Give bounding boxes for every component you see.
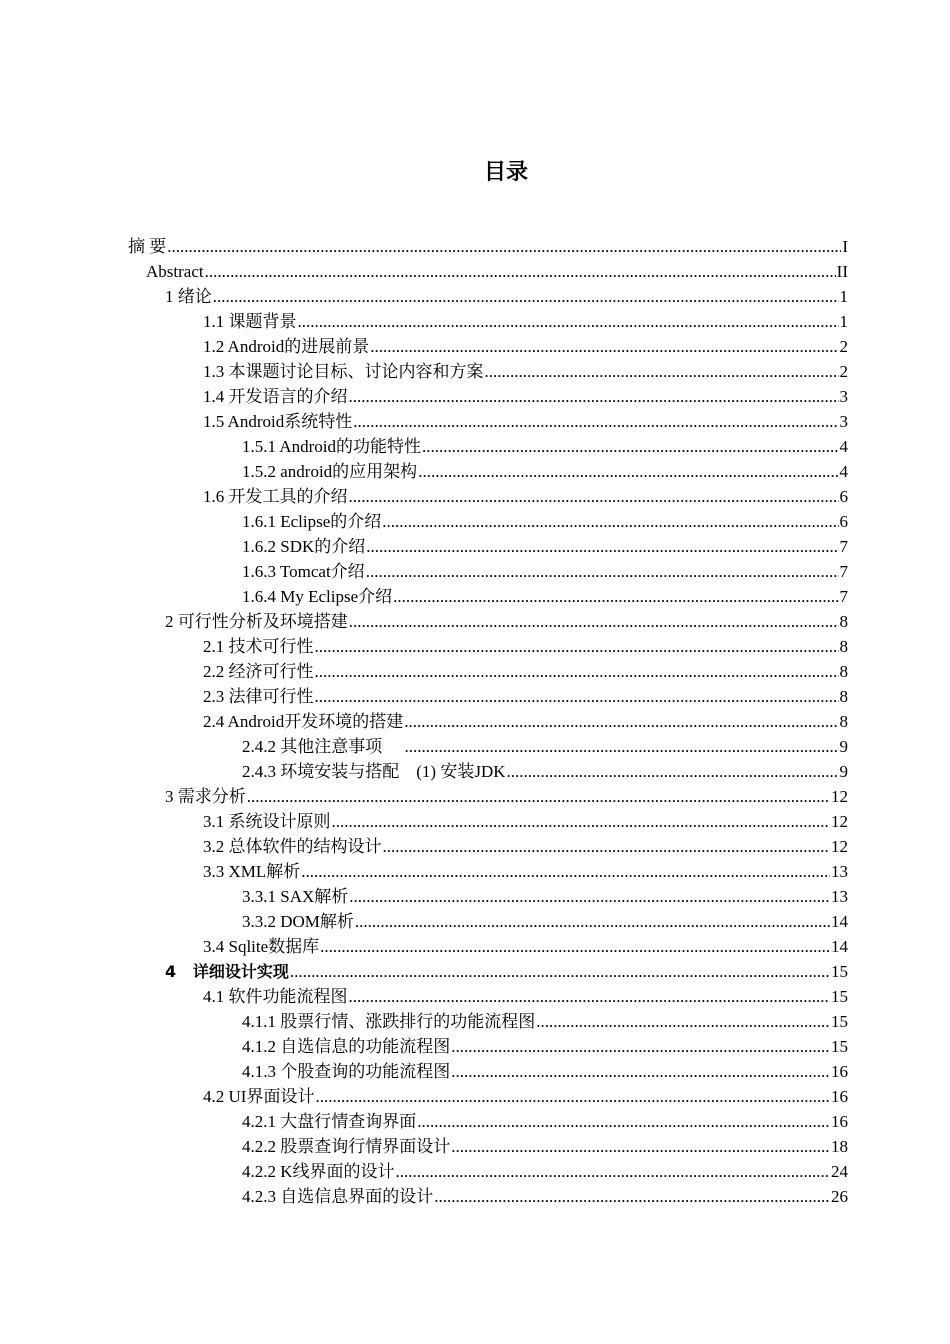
toc-entry[interactable] — [242, 1009, 848, 1034]
toc-page-number: 3 — [839, 387, 848, 406]
page-title: 目录 — [483, 160, 528, 185]
toc-leader-dots — [167, 234, 841, 259]
toc-leader-dots — [315, 1084, 830, 1109]
toc-leader-dots — [451, 1059, 830, 1084]
toc-entry-label: 4.1.2 自选信息的功能流程图 — [242, 1037, 451, 1056]
toc-entry-label: 4.1.1 股票行情、涨跌排行的功能流程图 — [242, 1012, 536, 1031]
toc-entry[interactable] — [242, 1184, 848, 1209]
toc-leader-dots — [366, 559, 839, 584]
toc-entry[interactable] — [165, 609, 848, 634]
toc-entry-label: 1.5.1 Android的功能特性 — [242, 437, 421, 456]
toc-entry-label: 3.4 Sqlite数据库 — [203, 937, 320, 956]
toc-page-number: 1 — [839, 287, 848, 306]
toc-entry-label: 1.6.3 Tomcat介绍 — [242, 562, 365, 581]
toc-entry-label: 4 详细设计实现 — [165, 962, 289, 981]
toc-entry[interactable] — [203, 409, 848, 434]
toc-entry[interactable] — [203, 484, 848, 509]
toc-leader-dots — [315, 684, 839, 709]
toc-entry[interactable] — [203, 984, 848, 1009]
toc-entry-label: 4.2.2 K线界面的设计 — [242, 1162, 395, 1181]
toc-entry[interactable] — [203, 684, 848, 709]
toc-entry[interactable] — [203, 659, 848, 684]
toc-page-number: 24 — [831, 1162, 848, 1181]
toc-page-number: 12 — [831, 837, 848, 856]
toc-entry[interactable] — [242, 884, 848, 909]
toc-leader-dots — [298, 309, 839, 334]
toc-page-number: 7 — [839, 537, 848, 556]
toc-entry[interactable] — [203, 359, 848, 384]
toc-entry[interactable] — [242, 1059, 848, 1084]
toc-page-number: 13 — [831, 862, 848, 881]
toc-entry[interactable] — [203, 809, 848, 834]
toc-page-number: 26 — [831, 1187, 848, 1206]
toc-leader-dots — [451, 1134, 830, 1159]
toc-entry[interactable] — [203, 384, 848, 409]
toc-page-number: 8 — [839, 637, 848, 656]
toc-entry-label: 2.4.3 环境安装与搭配 (1) 安装JDK — [242, 762, 506, 781]
toc-page-number: I — [842, 237, 848, 256]
toc-leader-dots — [418, 459, 838, 484]
toc-entry-label: 2.3 法律可行性 — [203, 687, 314, 706]
toc-page-number: 18 — [831, 1137, 848, 1156]
toc-leader-dots — [536, 1009, 830, 1034]
toc-entry[interactable] — [242, 534, 848, 559]
toc-page-number: 15 — [831, 962, 848, 981]
toc-page-number: II — [836, 262, 848, 281]
toc-leader-dots — [382, 509, 838, 534]
toc-leader-dots — [349, 484, 839, 509]
toc-page-number: 16 — [831, 1087, 848, 1106]
toc-entry-label: 1.5.2 android的应用架构 — [242, 462, 418, 481]
toc-leader-dots — [213, 284, 839, 309]
toc-page-number: 15 — [831, 1012, 848, 1031]
toc-entry-label: 3.3.2 DOM解析 — [242, 912, 354, 931]
toc-entry[interactable] — [242, 459, 848, 484]
toc-leader-dots — [301, 859, 830, 884]
toc-entry-label: 3.3.1 SAX解析 — [242, 887, 349, 906]
toc-leader-dots — [422, 434, 839, 459]
toc-entry[interactable] — [165, 784, 848, 809]
toc-leader-dots — [485, 359, 839, 384]
toc-entry[interactable] — [203, 1084, 848, 1109]
toc-leader-dots — [355, 909, 830, 934]
toc-entry-label: Abstract — [146, 262, 204, 281]
toc-entry-label: 1.6.2 SDK的介绍 — [242, 537, 366, 556]
toc-leader-dots — [315, 659, 839, 684]
toc-leader-dots — [370, 334, 838, 359]
toc-page-number: 7 — [839, 587, 848, 606]
toc-entry-label: 4.2.2 股票查询行情界面设计 — [242, 1137, 451, 1156]
toc-page-number: 8 — [839, 612, 848, 631]
toc-entry[interactable] — [242, 509, 848, 534]
toc-entry-label: 1.6.1 Eclipse的介绍 — [242, 512, 382, 531]
toc-leader-dots — [349, 609, 839, 634]
toc-entry-label: 2.2 经济可行性 — [203, 662, 314, 681]
toc-leader-dots — [417, 1109, 830, 1134]
toc-entry-label: 4.1.3 个股查询的功能流程图 — [242, 1062, 451, 1081]
toc-leader-dots — [290, 959, 830, 984]
toc-entry[interactable] — [165, 284, 848, 309]
toc-entry-label: 1.5 Android系统特性 — [203, 412, 353, 431]
toc-entry-label: 3.1 系统设计原则 — [203, 812, 331, 831]
toc-entry-label: 4.2 UI界面设计 — [203, 1087, 315, 1106]
toc-entry[interactable] — [242, 1034, 848, 1059]
toc-entry-label: 1.3 本课题讨论目标、讨论内容和方案 — [203, 362, 484, 381]
toc-page-number: 6 — [839, 512, 848, 531]
toc-leader-dots — [451, 1034, 830, 1059]
toc-page-number: 8 — [839, 712, 848, 731]
toc-page-number: 14 — [831, 912, 848, 931]
toc-entry-label: 3 需求分析 — [165, 787, 246, 806]
toc-entry[interactable] — [203, 709, 848, 734]
toc-entry[interactable] — [242, 1159, 848, 1184]
toc-page-number: 9 — [839, 762, 848, 781]
toc-leader-dots — [393, 584, 838, 609]
toc-entry[interactable] — [203, 834, 848, 859]
toc-entry-label: 1.1 课题背景 — [203, 312, 297, 331]
toc-entry-label: 2.4.2 其他注意事项 — [242, 737, 404, 756]
toc-entry[interactable] — [128, 234, 848, 259]
toc-entry-label: 4.2.3 自选信息界面的设计 — [242, 1187, 434, 1206]
toc-entry[interactable] — [203, 334, 848, 359]
toc-entry[interactable] — [242, 434, 848, 459]
toc-entry[interactable] — [165, 959, 848, 984]
toc-entry[interactable] — [242, 559, 848, 584]
toc-entry-label: 4.1 软件功能流程图 — [203, 987, 348, 1006]
toc-entry-label: 1.2 Android的进展前景 — [203, 337, 370, 356]
toc-entry[interactable] — [242, 1134, 848, 1159]
toc-entry[interactable] — [146, 259, 848, 284]
toc-entry[interactable] — [242, 584, 848, 609]
toc-page-number: 16 — [831, 1062, 848, 1081]
toc-entry-label: 2.1 技术可行性 — [203, 637, 314, 656]
toc-leader-dots — [434, 1184, 830, 1209]
toc-entry[interactable] — [242, 1109, 848, 1134]
toc-page-number: 1 — [839, 312, 848, 331]
toc-entry[interactable] — [242, 909, 848, 934]
toc-leader-dots — [205, 259, 836, 284]
toc-leader-dots — [349, 384, 839, 409]
toc-entry-label: 2.4 Android开发环境的搭建 — [203, 712, 404, 731]
toc-page-number: 12 — [831, 787, 848, 806]
toc-entry[interactable] — [203, 309, 848, 334]
toc-leader-dots — [383, 834, 831, 859]
toc-entry[interactable] — [203, 634, 848, 659]
toc-leader-dots — [349, 884, 830, 909]
toc-page-number: 9 — [839, 737, 848, 756]
toc-entry-label: 1.4 开发语言的介绍 — [203, 387, 348, 406]
toc-leader-dots — [315, 634, 839, 659]
toc-entry-label: 1 绪论 — [165, 287, 212, 306]
toc-entry-label: 摘 要 — [128, 237, 167, 256]
toc-page-number: 4 — [839, 462, 848, 481]
toc-leader-dots — [247, 784, 830, 809]
toc-entry-label: 1.6 开发工具的介绍 — [203, 487, 348, 506]
toc-entry-label: 2 可行性分析及环境搭建 — [165, 612, 348, 631]
toc-entry-label: 4.2.1 大盘行情查询界面 — [242, 1112, 417, 1131]
toc-entry[interactable] — [203, 859, 848, 884]
toc-page-number: 15 — [831, 987, 848, 1006]
toc-page-number: 12 — [831, 812, 848, 831]
toc-entry-label: 3.2 总体软件的结构设计 — [203, 837, 382, 856]
toc-leader-dots — [404, 709, 838, 734]
toc-leader-dots — [353, 409, 838, 434]
toc-page-number: 15 — [831, 1037, 848, 1056]
toc-page-number: 3 — [839, 412, 848, 431]
toc-page-number: 8 — [839, 662, 848, 681]
toc-page-number: 16 — [831, 1112, 848, 1131]
toc-page-number: 4 — [839, 437, 848, 456]
toc-page-number: 2 — [839, 337, 848, 356]
toc-leader-dots — [396, 1159, 830, 1184]
toc-entry[interactable] — [242, 734, 848, 759]
toc-page-number: 8 — [839, 687, 848, 706]
toc-leader-dots — [507, 759, 839, 784]
toc-leader-dots — [320, 934, 830, 959]
toc-entry-label: 3.3 XML解析 — [203, 862, 301, 881]
toc-page-number: 14 — [831, 937, 848, 956]
toc-leader-dots — [349, 984, 831, 1009]
toc-entry-label: 1.6.4 My Eclipse介绍 — [242, 587, 393, 606]
toc-leader-dots — [332, 809, 831, 834]
toc-page-number: 6 — [839, 487, 848, 506]
toc-page-number: 2 — [839, 362, 848, 381]
toc-entry[interactable] — [203, 934, 848, 959]
toc-page-number: 7 — [839, 562, 848, 581]
toc-leader-dots — [405, 734, 839, 759]
toc-entry[interactable] — [242, 759, 848, 784]
toc-leader-dots — [366, 534, 838, 559]
toc-page-number: 13 — [831, 887, 848, 906]
